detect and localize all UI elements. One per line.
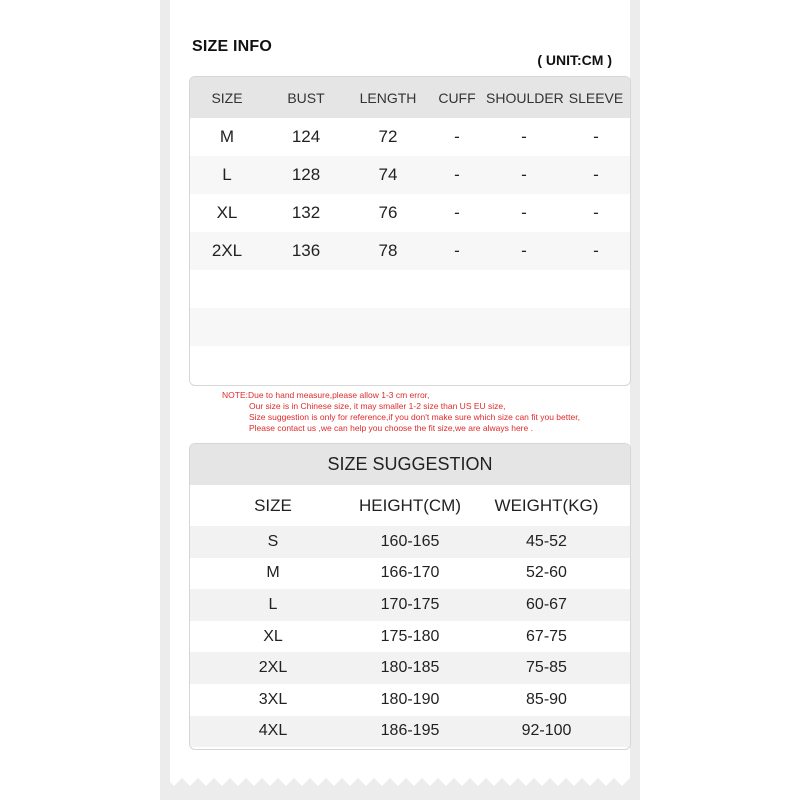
header-size: SIZE — [211, 89, 243, 106]
size-chart-card — [160, 0, 640, 800]
table-row — [190, 621, 630, 653]
header-sleeve: SLEEVE — [568, 89, 624, 106]
size-info-title: SIZE INFO — [192, 38, 273, 55]
size-info-table — [189, 76, 631, 386]
cell-size: M — [266, 564, 280, 582]
table-row — [190, 716, 630, 748]
cell-shoulder: - — [521, 165, 527, 184]
header-height: HEIGHT(CM) — [359, 495, 461, 515]
table-row — [190, 118, 630, 156]
cell-shoulder: - — [521, 241, 527, 260]
size-suggestion-table — [189, 443, 631, 750]
header-size: SIZE — [254, 495, 292, 515]
cell-weight: 75-85 — [526, 659, 567, 677]
cell-cuff: - — [454, 165, 460, 184]
cell-length: 74 — [378, 165, 398, 184]
cell-height: 180-185 — [380, 659, 440, 677]
cell-sleeve: - — [593, 165, 599, 184]
note-line: NOTE:Due to hand measure,please allow 1-3 cm error, — [222, 390, 430, 400]
header-weight: WEIGHT(KG) — [494, 495, 599, 515]
note-line: Size suggestion is only for reference,if you don't make sure which size can fit you better, — [249, 412, 580, 422]
cell-bust: 124 — [291, 127, 321, 146]
cell-size: XL — [263, 627, 283, 645]
cell-length: 78 — [378, 241, 398, 260]
cell-weight: 92-100 — [521, 722, 572, 740]
cell-bust: 136 — [291, 241, 321, 260]
unit-label: ( UNIT:CM ) — [537, 52, 612, 68]
table-row — [190, 232, 630, 270]
cell-size: 4XL — [258, 722, 288, 740]
cell-weight: 85-90 — [526, 690, 567, 708]
cell-size: L — [222, 165, 232, 184]
table-row — [190, 194, 630, 232]
left-margin — [0, 0, 160, 800]
size-info-header-row — [190, 77, 630, 118]
cell-shoulder: - — [521, 203, 527, 222]
cell-weight: 60-67 — [526, 595, 567, 613]
cell-length: 72 — [378, 127, 398, 146]
cell-size: 2XL — [258, 659, 288, 677]
table-row — [190, 652, 630, 684]
cell-size: XL — [216, 203, 238, 222]
size-suggestion-title: SIZE SUGGESTION — [190, 444, 630, 485]
empty-row — [190, 346, 630, 384]
measurement-note — [222, 390, 580, 434]
empty-row — [190, 308, 630, 346]
table-row — [190, 526, 630, 558]
note-line: Please contact us ,we can help you choose the fit size,we are always here . — [249, 423, 533, 433]
cell-height: 175-180 — [380, 627, 440, 645]
header-shoulder: SHOULDER — [486, 89, 564, 106]
note-line: Our size is in Chinese size, it may smaller 1-2 size than US EU size, — [249, 401, 506, 411]
torn-paper-edge — [170, 774, 630, 788]
header-bust: BUST — [287, 89, 325, 106]
cell-height: 170-175 — [380, 595, 440, 613]
cell-height: 166-170 — [380, 564, 440, 582]
cell-sleeve: - — [593, 127, 599, 146]
cell-height: 180-190 — [380, 690, 440, 708]
cell-weight: 52-60 — [526, 564, 567, 582]
header-cuff: CUFF — [438, 89, 476, 106]
empty-row — [190, 270, 630, 308]
header-length: LENGTH — [359, 89, 417, 106]
cell-sleeve: - — [593, 203, 599, 222]
cell-cuff: - — [454, 127, 460, 146]
cell-length: 76 — [378, 203, 398, 222]
table-row — [190, 589, 630, 621]
table-row — [190, 684, 630, 716]
cell-size: 2XL — [211, 241, 243, 260]
cell-bust: 128 — [291, 165, 321, 184]
cell-weight: 67-75 — [526, 627, 567, 645]
cell-bust: 132 — [291, 203, 321, 222]
cell-sleeve: - — [593, 241, 599, 260]
cell-size: S — [267, 532, 279, 550]
cell-size: M — [219, 127, 235, 146]
cell-height: 160-165 — [380, 532, 440, 550]
cell-weight: 45-52 — [526, 532, 567, 550]
cell-cuff: - — [454, 241, 460, 260]
cell-size: 3XL — [258, 690, 288, 708]
table-row — [190, 156, 630, 194]
table-row — [190, 558, 630, 590]
cell-cuff: - — [454, 203, 460, 222]
right-margin — [640, 0, 800, 800]
paper-sheet — [170, 0, 630, 774]
cell-height: 186-195 — [380, 722, 440, 740]
suggestion-header-row — [190, 485, 630, 526]
cell-size: L — [268, 595, 278, 613]
cell-shoulder: - — [521, 127, 527, 146]
